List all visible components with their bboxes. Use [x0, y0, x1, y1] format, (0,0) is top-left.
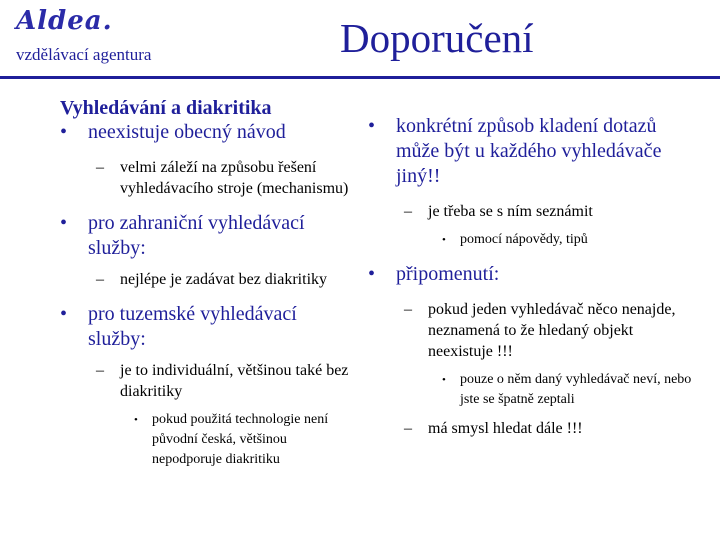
bullet-item: [60, 120, 350, 145]
sub-sub-item: [368, 230, 698, 250]
sub-text: je třeba se s ním seznámit: [428, 203, 593, 220]
left-heading: Vyhledávání a diakritika: [60, 97, 272, 119]
sub-sub-item: [60, 410, 350, 470]
dash-marker: –: [404, 301, 412, 318]
sub-text: nejlépe je zadávat bez diakritiky: [120, 271, 328, 288]
sub-sub-item: [368, 370, 698, 410]
bullet-marker: •: [368, 263, 376, 285]
left-column: [60, 96, 350, 470]
sub-sub-text: pokud použitá technologie není původní česká, většinou nepodporuje diakritiku: [152, 412, 329, 467]
sub-sub-text: pomocí nápovědy, tipů: [460, 232, 588, 247]
bullet-marker: •: [60, 212, 68, 234]
dot-marker: •: [442, 374, 446, 386]
bullet-text: konkrétní způsob kladení dotazů může být u každého vyhledávače jiný!!: [396, 115, 662, 187]
bullet-text: pro tuzemské vyhledávací služby:: [88, 303, 297, 350]
dot-marker: •: [134, 414, 138, 426]
dot-marker: •: [442, 234, 446, 246]
sub-item: [368, 418, 698, 439]
header-divider: [0, 76, 720, 79]
sub-item: [368, 201, 698, 222]
bullet-item: [60, 211, 350, 261]
sub-text: má smysl hledat dále !!!: [428, 420, 583, 437]
sub-item: [368, 299, 698, 362]
sub-sub-text: pouze o něm daný vyhledávač neví, nebo jste se špatně zeptali: [460, 372, 692, 407]
bullet-item: [368, 262, 698, 287]
sub-item: [60, 157, 350, 199]
bullet-text: neexistuje obecný návod: [88, 121, 286, 143]
dash-marker: –: [404, 203, 412, 220]
dash-marker: –: [96, 271, 104, 288]
dash-marker: –: [96, 362, 104, 379]
bullet-text: připomenutí:: [396, 263, 500, 285]
logo: Aldea.: [16, 6, 113, 36]
bullet-marker: •: [368, 115, 376, 137]
agency-tagline: vzdělávací agentura: [16, 45, 152, 64]
sub-text: velmi záleží na způsobu řešení vyhledávacího stroje (mechanismu): [120, 159, 349, 197]
dash-marker: –: [96, 159, 104, 176]
dash-marker: –: [404, 420, 412, 437]
bullet-item: [60, 302, 350, 352]
sub-item: [60, 360, 350, 402]
bullet-marker: •: [60, 303, 68, 325]
sub-item: [60, 269, 350, 290]
sub-text: pokud jeden vyhledávač něco nenajde, neznamená to že hledaný objekt neexistuje !!!: [428, 301, 676, 360]
bullet-item: [368, 114, 698, 189]
slide-title: Doporučení: [340, 15, 534, 61]
sub-text: je to individuální, většinou také bez diakritiky: [120, 362, 349, 400]
bullet-text: pro zahraniční vyhledávací služby:: [88, 212, 305, 259]
bullet-marker: •: [60, 121, 68, 143]
right-column: [368, 114, 698, 439]
